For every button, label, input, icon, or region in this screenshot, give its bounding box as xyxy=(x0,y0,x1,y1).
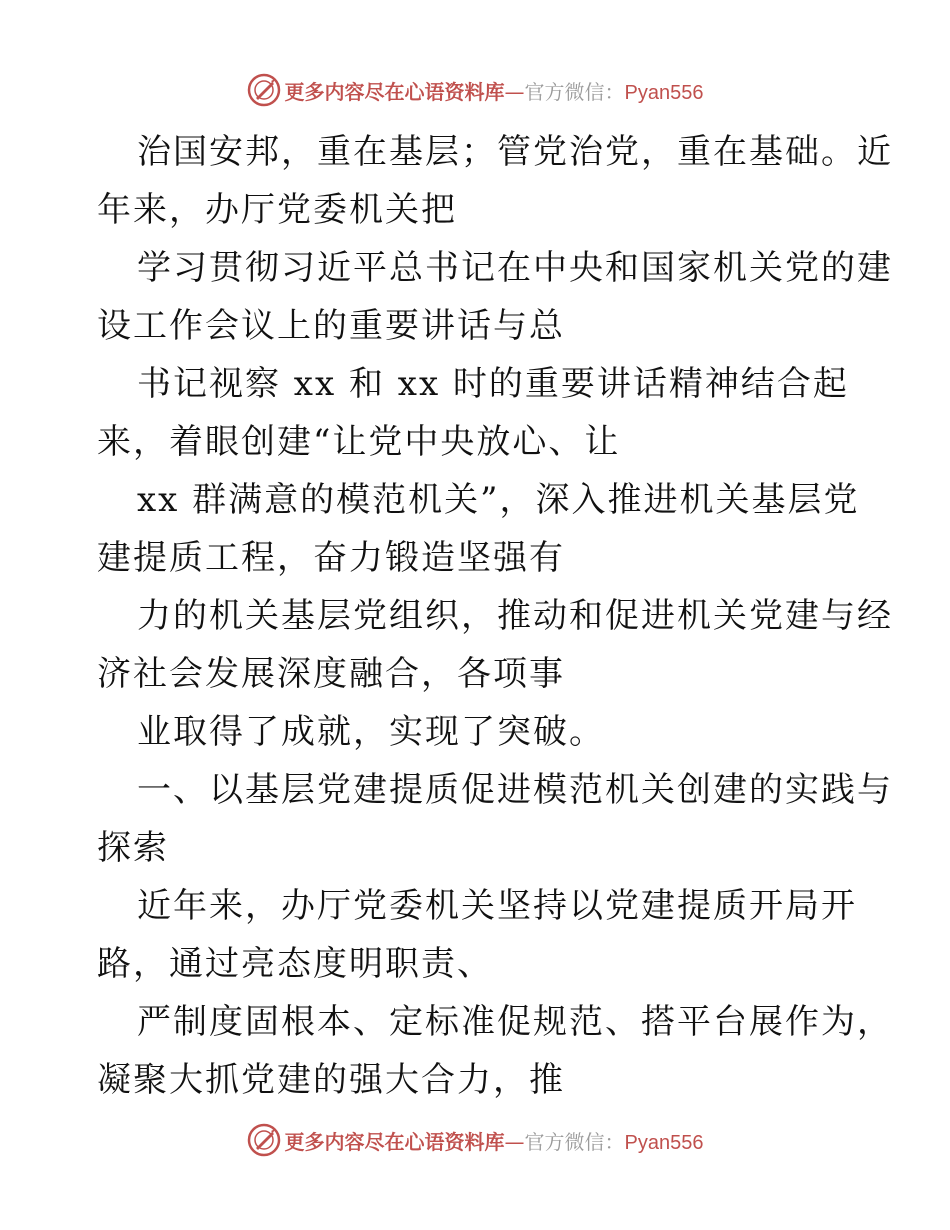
watermark-dash: — xyxy=(504,1129,525,1154)
text-line: 学习贯彻习近平总书记在中央和国家机关党的建 xyxy=(137,248,893,288)
text-line: 治国安邦，重在基层；管党治党，重在基础。近 xyxy=(137,132,893,172)
footer-watermark xyxy=(0,1120,950,1160)
watermark-id: Pyan556 xyxy=(624,1131,704,1154)
text-line: 严制度固根本、定标准促规范、搭平台展作为， xyxy=(137,1002,893,1042)
text-line: 业取得了成就，实现了突破。 xyxy=(137,712,605,752)
section-heading-continuation: 探索 xyxy=(97,828,169,868)
text-line: 力的机关基层党组织，推动和促进机关党建与经 xyxy=(137,596,893,636)
text-line: 来，着眼创建“让党中央放心、让 xyxy=(97,422,621,462)
watermark-id: Pyan556 xyxy=(624,81,704,104)
watermark-dash: — xyxy=(504,79,525,104)
text-line: xx 群满意的模范机关”，深入推进机关基层党 xyxy=(137,480,860,520)
text-line: 书记视察 xx 和 xx 时的重要讲话精神结合起 xyxy=(137,364,849,404)
header-watermark xyxy=(0,70,950,110)
text-line: 年来，办厅党委机关把 xyxy=(97,190,457,230)
watermark-brand: 更多内容尽在心语资料库 xyxy=(284,1129,505,1154)
section-heading: 一、以基层党建提质促进模范机关创建的实践与 xyxy=(137,770,893,810)
text-line: 建提质工程，奋力锻造坚强有 xyxy=(97,538,565,578)
text-line: 设工作会议上的重要讲话与总 xyxy=(97,306,565,346)
watermark-label: 官方微信： xyxy=(524,1129,625,1154)
watermark-text xyxy=(285,76,704,105)
brand-logo-icon xyxy=(247,73,281,107)
watermark-text xyxy=(285,1126,704,1155)
text-line: 路，通过亮态度明职责、 xyxy=(97,944,493,984)
text-line: 济社会发展深度融合，各项事 xyxy=(97,654,565,694)
text-line: 凝聚大抓党建的强大合力，推 xyxy=(97,1060,565,1100)
watermark-label: 官方微信： xyxy=(524,79,625,104)
document-body xyxy=(97,123,893,1109)
brand-logo-icon xyxy=(247,1123,281,1157)
watermark-brand: 更多内容尽在心语资料库 xyxy=(284,79,505,104)
text-line: 近年来，办厅党委机关坚持以党建提质开局开 xyxy=(137,886,857,926)
